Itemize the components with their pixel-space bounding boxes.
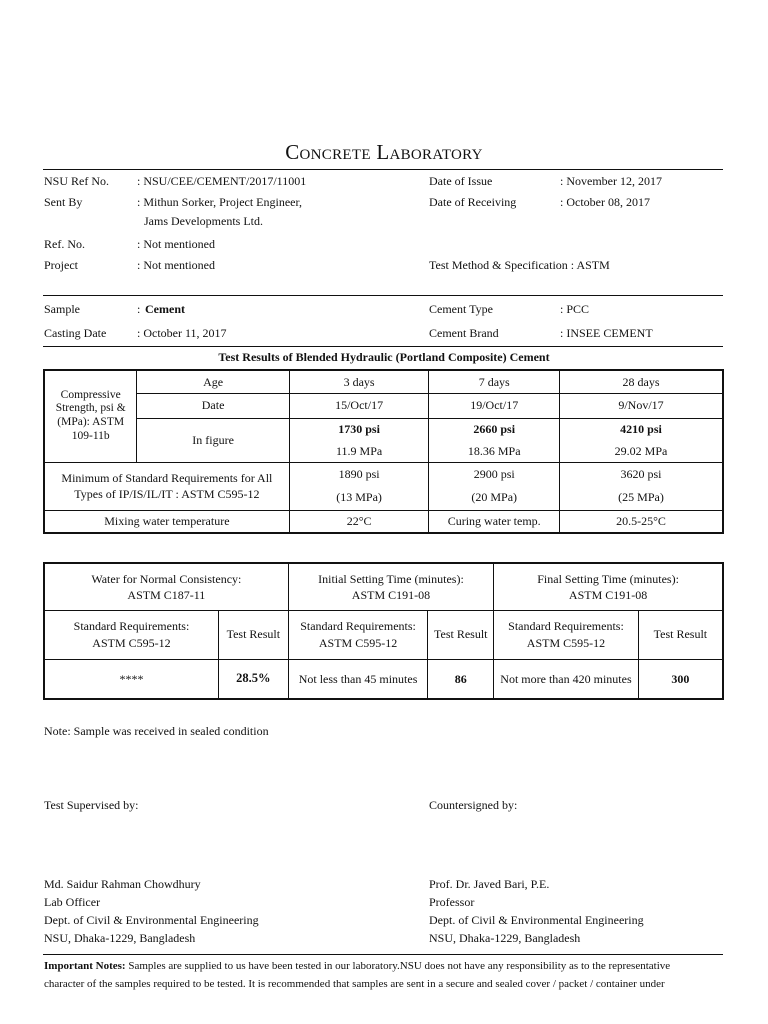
final-setting-std: Not more than 420 minutes — [494, 659, 639, 699]
sample-label: Sample — [44, 302, 80, 316]
figure-label: In figure — [137, 418, 289, 462]
signatory-address: NSU, Dhaka-1229, Bangladesh — [429, 931, 581, 945]
sample-value: Cement — [145, 302, 185, 316]
receiving-label: Date of Receiving — [429, 195, 517, 209]
casting-value: : October 11, 2017 — [137, 326, 227, 340]
mixing-label: Mixing water temperature — [44, 510, 289, 533]
min-mpa-cell: (25 MPa) — [560, 485, 723, 510]
right-signatory — [429, 875, 644, 947]
signatory-name: Md. Saidur Rahman Chowdhury — [44, 877, 201, 891]
important-line: character of the samples required to be tested. It is recommended that samples are sent in a secure and sealed cover / packet / container under — [44, 978, 665, 990]
min-requirement-label: Minimum of Standard Requirements for All Types of IP/IS/IL/IT : ASTM C595-12 — [44, 462, 289, 510]
divider — [43, 346, 723, 347]
mixing-value: 22°C — [289, 510, 429, 533]
consistency-result: 28.5% — [218, 659, 288, 699]
issue-label: Date of Issue — [429, 174, 493, 188]
std-requirement-header — [494, 610, 639, 659]
min-psi-cell: 1890 psi — [289, 462, 429, 485]
header-line: ASTM C595-12 — [526, 635, 606, 650]
final-setting-header — [494, 563, 723, 610]
header-line: ASTM C187-11 — [127, 587, 206, 602]
sample-colon: : — [137, 302, 141, 316]
header-line: Initial Setting Time (minutes): — [318, 571, 464, 586]
signatory-dept: Dept. of Civil & Environmental Engineering — [429, 913, 644, 927]
std-requirement-header — [288, 610, 428, 659]
sentby-label: Sent By — [44, 195, 83, 209]
min-psi-cell: 3620 psi — [560, 462, 723, 485]
final-setting-result: 300 — [638, 659, 723, 699]
std-requirement-header — [44, 610, 218, 659]
header-line: Water for Normal Consistency: — [91, 571, 242, 586]
brand-label: Cement Brand — [429, 326, 499, 340]
ref-label: NSU Ref No. — [44, 174, 109, 188]
sentby-company: Jams Developments Ltd. — [144, 214, 263, 228]
test-result-header: Test Result — [218, 610, 288, 659]
initial-setting-header — [288, 563, 493, 610]
min-mpa-cell: (13 MPa) — [289, 485, 429, 510]
method-text: Test Method & Specification : ASTM — [429, 258, 610, 272]
header-line: ASTM C191-08 — [568, 587, 648, 602]
important-text: Samples are supplied to us have been tested in our laboratory.NSU does not have any responsibility as to the representative — [125, 960, 671, 972]
water-consistency-header — [44, 563, 288, 610]
cement-type-label: Cement Type — [429, 302, 493, 316]
divider — [43, 954, 723, 955]
date-cell: 15/Oct/17 — [289, 393, 429, 418]
page-title: Concrete Laboratory — [285, 140, 483, 164]
cement-type-value: : PCC — [560, 302, 590, 316]
consistency-std: **** — [44, 659, 218, 699]
project-label: Project — [44, 258, 78, 272]
signatory-name: Prof. Dr. Javed Bari, P.E. — [429, 877, 550, 891]
countersigned-label: Countersigned by: — [429, 798, 518, 812]
header-line: ASTM C595-12 — [92, 635, 171, 650]
consistency-setting-table — [43, 562, 724, 700]
ref-value: : NSU/CEE/CEMENT/2017/11001 — [137, 174, 307, 188]
divider — [43, 169, 723, 170]
casting-label: Casting Date — [44, 326, 107, 340]
header-line: Standard Requirements: — [73, 619, 190, 634]
divider — [43, 295, 723, 296]
header-line: Standard Requirements: — [508, 619, 624, 634]
signatory-address: NSU, Dhaka-1229, Bangladesh — [44, 931, 196, 945]
header-line: ASTM C595-12 — [318, 635, 398, 650]
psi-cell: 4210 psi — [560, 418, 723, 440]
left-signatory — [44, 875, 259, 947]
date-cell: 19/Oct/17 — [429, 393, 560, 418]
curing-value: 20.5-25°C — [560, 510, 723, 533]
test-result-header: Test Result — [638, 610, 723, 659]
header-line: Standard Requirements: — [300, 619, 416, 634]
important-notes — [44, 957, 724, 993]
min-psi-cell: 2900 psi — [429, 462, 560, 485]
signatory-dept: Dept. of Civil & Environmental Engineering — [44, 913, 259, 927]
mpa-cell: 29.02 MPa — [560, 440, 723, 462]
psi-cell: 2660 psi — [429, 418, 560, 440]
initial-setting-std: Not less than 45 minutes — [288, 659, 428, 699]
signatory-title: Professor — [429, 895, 475, 909]
brand-value: : INSEE CEMENT — [560, 326, 653, 340]
initial-setting-result: 86 — [428, 659, 494, 699]
date-label: Date — [137, 393, 289, 418]
issue-value: : November 12, 2017 — [560, 174, 662, 188]
sample-note: Note: Sample was received in sealed condition — [44, 724, 269, 738]
min-mpa-cell: (20 MPa) — [429, 485, 560, 510]
date-cell: 9/Nov/17 — [560, 393, 723, 418]
compressive-strength-table — [43, 369, 724, 534]
age-label: Age — [137, 370, 289, 393]
curing-label: Curing water temp. — [429, 510, 560, 533]
table-caption: Test Results of Blended Hydraulic (Portland Composite) Cement — [218, 350, 550, 364]
refno-label: Ref. No. — [44, 237, 85, 251]
important-line — [44, 957, 724, 975]
mpa-cell: 11.9 MPa — [289, 440, 429, 462]
sentby-value: : Mithun Sorker, Project Engineer, — [137, 195, 303, 209]
header-line: Final Setting Time (minutes): — [537, 571, 679, 586]
psi-cell: 1730 psi — [289, 418, 429, 440]
signatory-title: Lab Officer — [44, 895, 101, 909]
test-result-header: Test Result — [428, 610, 494, 659]
mpa-cell: 18.36 MPa — [429, 440, 560, 462]
header-line: ASTM C191-08 — [351, 587, 431, 602]
project-value: : Not mentioned — [137, 258, 215, 272]
compressive-label: Compressive Strength, psi & (MPa): ASTM 109-11b — [44, 370, 137, 462]
age-cell: 3 days — [289, 370, 429, 393]
age-cell: 7 days — [429, 370, 560, 393]
receiving-value: : October 08, 2017 — [560, 195, 650, 209]
age-cell: 28 days — [560, 370, 723, 393]
important-label: Important Notes: — [44, 960, 126, 972]
refno-value: : Not mentioned — [137, 237, 215, 251]
supervised-label: Test Supervised by: — [44, 798, 139, 812]
